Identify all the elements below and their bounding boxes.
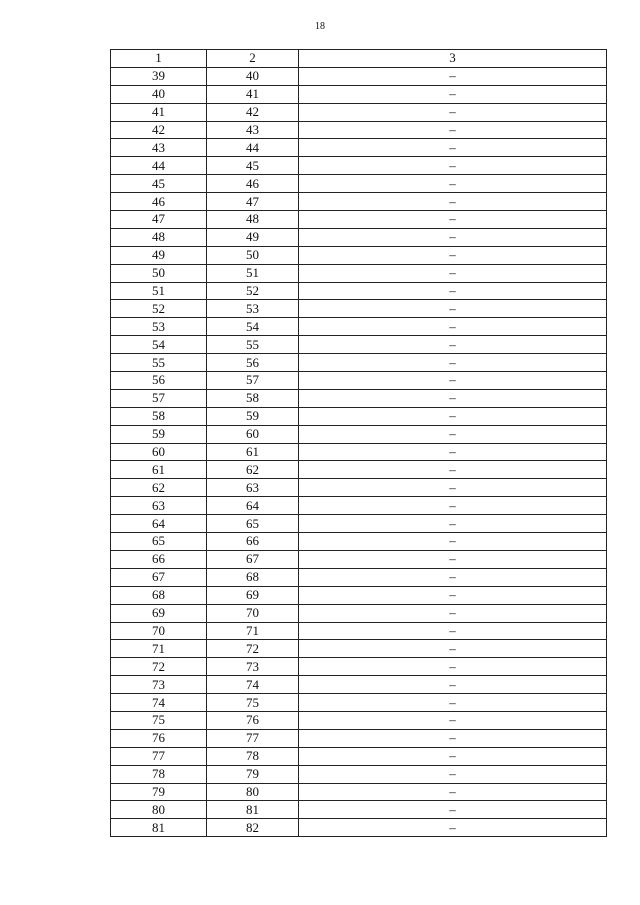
table-cell-col3: – [299, 801, 607, 819]
table-row [111, 407, 607, 425]
table-cell-col2: 60 [207, 425, 299, 443]
table-cell-col3: – [299, 425, 607, 443]
table-cell-col2: 79 [207, 765, 299, 783]
table-cell-col2: 52 [207, 282, 299, 300]
table-row [111, 533, 607, 551]
table-row [111, 515, 607, 533]
table-cell-col2: 50 [207, 246, 299, 264]
table-cell-col3: – [299, 246, 607, 264]
table-cell-col3: – [299, 103, 607, 121]
table-cell-col1: 60 [111, 443, 207, 461]
table-cell-col3: – [299, 354, 607, 372]
table-row [111, 336, 607, 354]
table-cell-col2: 73 [207, 658, 299, 676]
table-cell-col1: 51 [111, 282, 207, 300]
table-cell-col2: 40 [207, 67, 299, 85]
table-row [111, 443, 607, 461]
table-row [111, 622, 607, 640]
table-cell-col1: 65 [111, 533, 207, 551]
table-cell-col2: 77 [207, 729, 299, 747]
table-row [111, 819, 607, 837]
table-cell-col3: – [299, 711, 607, 729]
table-row [111, 157, 607, 175]
table-cell-col1: 50 [111, 264, 207, 282]
table-cell-col3: – [299, 568, 607, 586]
table-cell-col2: 48 [207, 211, 299, 229]
table-cell-col1: 72 [111, 658, 207, 676]
table-cell-col1: 40 [111, 85, 207, 103]
table-cell-col1: 43 [111, 139, 207, 157]
table-cell-col2: 69 [207, 586, 299, 604]
table-cell-col2: 62 [207, 461, 299, 479]
table-row [111, 246, 607, 264]
table-cell-col1: 57 [111, 389, 207, 407]
table-cell-col3: – [299, 336, 607, 354]
table-row [111, 211, 607, 229]
table-cell-col1: 79 [111, 783, 207, 801]
table-cell-col1: 55 [111, 354, 207, 372]
table-cell-col3: – [299, 694, 607, 712]
table-row [111, 801, 607, 819]
table-cell-col1: 71 [111, 640, 207, 658]
table-cell-col2: 46 [207, 175, 299, 193]
table-cell-col1: 44 [111, 157, 207, 175]
table-cell-col1: 58 [111, 407, 207, 425]
table-cell-col1: 81 [111, 819, 207, 837]
table-cell-col1: 42 [111, 121, 207, 139]
table-cell-col1: 56 [111, 372, 207, 390]
table-row [111, 372, 607, 390]
table-cell-col2: 72 [207, 640, 299, 658]
table-cell-col1: 52 [111, 300, 207, 318]
table-cell-col1: 41 [111, 103, 207, 121]
table-cell-col2: 57 [207, 372, 299, 390]
table-row [111, 282, 607, 300]
table-cell-col1: 73 [111, 676, 207, 694]
table-row [111, 389, 607, 407]
table-row [111, 640, 607, 658]
table-row [111, 354, 607, 372]
table-cell-col3: – [299, 676, 607, 694]
table-cell-col3: – [299, 640, 607, 658]
table-cell-col1: 80 [111, 801, 207, 819]
table-body [111, 67, 607, 836]
table-cell-col1: 69 [111, 604, 207, 622]
table-cell-col3: – [299, 604, 607, 622]
table-cell-col3: – [299, 300, 607, 318]
table-row [111, 193, 607, 211]
table-cell-col3: – [299, 658, 607, 676]
table-cell-col2: 80 [207, 783, 299, 801]
table-cell-col3: – [299, 586, 607, 604]
table-cell-col2: 71 [207, 622, 299, 640]
table-cell-col3: – [299, 157, 607, 175]
table-cell-col1: 66 [111, 550, 207, 568]
table-cell-col2: 43 [207, 121, 299, 139]
table-cell-col3: – [299, 747, 607, 765]
table-cell-col3: – [299, 389, 607, 407]
table-cell-col1: 77 [111, 747, 207, 765]
table-cell-col3: – [299, 67, 607, 85]
table-cell-col3: – [299, 497, 607, 515]
table-cell-col3: – [299, 407, 607, 425]
table-cell-col2: 68 [207, 568, 299, 586]
table-cell-col2: 53 [207, 300, 299, 318]
table-cell-col3: – [299, 443, 607, 461]
table-cell-col2: 82 [207, 819, 299, 837]
table-cell-col2: 41 [207, 85, 299, 103]
table-row [111, 765, 607, 783]
table-cell-col1: 62 [111, 479, 207, 497]
table-row [111, 729, 607, 747]
table-row [111, 425, 607, 443]
table-cell-col2: 64 [207, 497, 299, 515]
table-row [111, 67, 607, 85]
table-cell-col3: – [299, 729, 607, 747]
table-cell-col1: 74 [111, 694, 207, 712]
table-cell-col1: 53 [111, 318, 207, 336]
table-row [111, 175, 607, 193]
table-cell-col1: 61 [111, 461, 207, 479]
table-cell-col1: 46 [111, 193, 207, 211]
table-header-row [111, 50, 607, 68]
table-cell-col3: – [299, 85, 607, 103]
table-cell-col2: 74 [207, 676, 299, 694]
table-row [111, 103, 607, 121]
table-cell-col2: 55 [207, 336, 299, 354]
table-row [111, 586, 607, 604]
table-row [111, 568, 607, 586]
table-cell-col2: 59 [207, 407, 299, 425]
table-row [111, 604, 607, 622]
table-cell-col2: 54 [207, 318, 299, 336]
table-cell-col1: 67 [111, 568, 207, 586]
table-cell-col2: 70 [207, 604, 299, 622]
table-cell-col3: – [299, 533, 607, 551]
table-cell-col2: 75 [207, 694, 299, 712]
table-row [111, 747, 607, 765]
table-row [111, 783, 607, 801]
table-cell-col1: 76 [111, 729, 207, 747]
table-cell-col2: 51 [207, 264, 299, 282]
data-table [110, 49, 607, 837]
table-cell-col3: – [299, 622, 607, 640]
table-row [111, 300, 607, 318]
table-row [111, 479, 607, 497]
table-cell-col2: 65 [207, 515, 299, 533]
table-cell-col2: 47 [207, 193, 299, 211]
table-row [111, 318, 607, 336]
column-header-1: 1 [111, 50, 207, 68]
table-cell-col1: 47 [111, 211, 207, 229]
table-cell-col1: 68 [111, 586, 207, 604]
table-cell-col3: – [299, 783, 607, 801]
table-cell-col2: 44 [207, 139, 299, 157]
table-row [111, 121, 607, 139]
table-cell-col2: 42 [207, 103, 299, 121]
page-number: 18 [315, 21, 325, 32]
table-cell-col3: – [299, 819, 607, 837]
table-cell-col3: – [299, 139, 607, 157]
table-cell-col2: 76 [207, 711, 299, 729]
table-cell-col2: 81 [207, 801, 299, 819]
table-cell-col3: – [299, 193, 607, 211]
table-cell-col3: – [299, 211, 607, 229]
table-cell-col1: 45 [111, 175, 207, 193]
table-cell-col3: – [299, 765, 607, 783]
table-cell-col2: 56 [207, 354, 299, 372]
table-cell-col3: – [299, 228, 607, 246]
table-row [111, 264, 607, 282]
column-header-2: 2 [207, 50, 299, 68]
table-cell-col3: – [299, 550, 607, 568]
table-cell-col1: 75 [111, 711, 207, 729]
table-cell-col2: 49 [207, 228, 299, 246]
table-row [111, 497, 607, 515]
table-cell-col3: – [299, 318, 607, 336]
table-cell-col3: – [299, 515, 607, 533]
table-cell-col3: – [299, 372, 607, 390]
table-row [111, 461, 607, 479]
table-row [111, 711, 607, 729]
table-cell-col1: 49 [111, 246, 207, 264]
table-row [111, 85, 607, 103]
table-cell-col2: 58 [207, 389, 299, 407]
table-cell-col1: 70 [111, 622, 207, 640]
table-cell-col1: 48 [111, 228, 207, 246]
table-cell-col3: – [299, 282, 607, 300]
table-cell-col3: – [299, 175, 607, 193]
table-cell-col3: – [299, 461, 607, 479]
table-cell-col2: 67 [207, 550, 299, 568]
table-row [111, 676, 607, 694]
table-cell-col1: 78 [111, 765, 207, 783]
table-cell-col1: 63 [111, 497, 207, 515]
table-cell-col2: 61 [207, 443, 299, 461]
table-cell-col1: 39 [111, 67, 207, 85]
table-row [111, 658, 607, 676]
table-cell-col1: 64 [111, 515, 207, 533]
table-row [111, 139, 607, 157]
table-cell-col2: 63 [207, 479, 299, 497]
table-cell-col2: 45 [207, 157, 299, 175]
table-cell-col1: 54 [111, 336, 207, 354]
table-row [111, 228, 607, 246]
table-row [111, 550, 607, 568]
table-cell-col3: – [299, 479, 607, 497]
table-row [111, 694, 607, 712]
table-cell-col3: – [299, 264, 607, 282]
table-cell-col3: – [299, 121, 607, 139]
table-cell-col1: 59 [111, 425, 207, 443]
column-header-3: 3 [299, 50, 607, 68]
table-cell-col2: 66 [207, 533, 299, 551]
table-cell-col2: 78 [207, 747, 299, 765]
